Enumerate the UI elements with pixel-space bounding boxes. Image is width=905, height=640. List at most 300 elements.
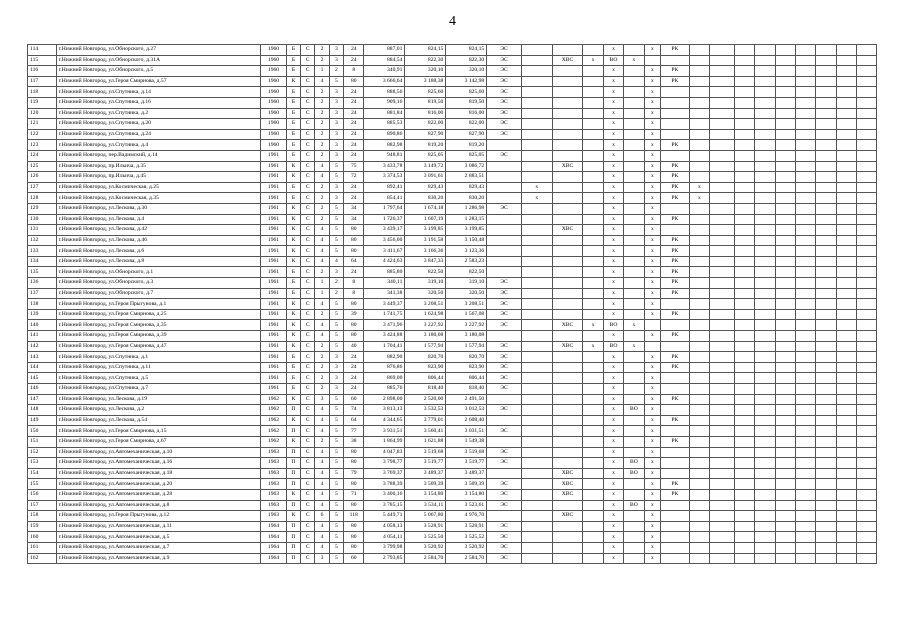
cell-repair: РК bbox=[661, 331, 690, 342]
cell-c2: 3 bbox=[315, 394, 329, 405]
cell-x6 bbox=[689, 108, 709, 119]
table-row bbox=[28, 129, 877, 140]
cell-floors: 3 bbox=[329, 45, 343, 56]
cell-x3: х bbox=[603, 161, 623, 172]
cell-area-living: 3 091,61 bbox=[405, 172, 446, 183]
cell-wall-material: К bbox=[286, 436, 300, 447]
cell-apartments: 8 bbox=[344, 288, 364, 299]
cell-area-total: 3 471,96 bbox=[364, 320, 405, 331]
cell-empty bbox=[836, 553, 856, 564]
cell-empty bbox=[755, 309, 775, 320]
cell-x3: х bbox=[603, 278, 623, 289]
cell-empty bbox=[836, 76, 856, 87]
cell-water bbox=[552, 426, 583, 437]
cell-x2 bbox=[583, 468, 603, 479]
cell-empty bbox=[755, 341, 775, 352]
cell-area-living: 824,15 bbox=[405, 45, 446, 56]
cell-x6 bbox=[689, 447, 709, 458]
cell-c2: 4 bbox=[315, 426, 329, 437]
cell-area-residential: 3 123,36 bbox=[446, 246, 487, 257]
cell-repair: РК bbox=[661, 66, 690, 77]
cell-x1 bbox=[521, 362, 552, 373]
cell-floors: 5 bbox=[329, 447, 343, 458]
cell-x3: х bbox=[603, 214, 623, 225]
cell-row-number: 144 bbox=[28, 362, 57, 373]
cell-empty bbox=[857, 288, 877, 299]
cell-area-total: 885,53 bbox=[364, 119, 405, 130]
cell-x3: х bbox=[603, 87, 623, 98]
cell-repair: РК bbox=[661, 193, 690, 204]
cell-empty bbox=[775, 542, 795, 553]
cell-apartments: 39 bbox=[344, 309, 364, 320]
cell-x1 bbox=[521, 553, 552, 564]
cell-x3: х bbox=[603, 76, 623, 87]
cell-water bbox=[552, 532, 583, 543]
cell-address: г.Нижний Новгород, ул.Героя Смирнова, д.67 bbox=[56, 436, 261, 447]
cell-wall-material: К bbox=[286, 299, 300, 310]
cell-year-built: 1963 bbox=[261, 511, 287, 522]
cell-empty bbox=[816, 225, 836, 236]
cell-x1 bbox=[521, 278, 552, 289]
cell-empty bbox=[816, 436, 836, 447]
cell-year-built: 1964 bbox=[261, 553, 287, 564]
cell-x5: х bbox=[644, 182, 660, 193]
cell-x5: х bbox=[644, 521, 660, 532]
cell-empty bbox=[775, 489, 795, 500]
cell-apartments: 24 bbox=[344, 45, 364, 56]
cell-apartments: 24 bbox=[344, 267, 364, 278]
cell-floors: 5 bbox=[329, 214, 343, 225]
cell-repair bbox=[661, 384, 690, 395]
cell-empty bbox=[836, 214, 856, 225]
cell-empty bbox=[836, 235, 856, 246]
cell-area-residential: 830,20 bbox=[446, 193, 487, 204]
cell-area-total: 892,41 bbox=[364, 182, 405, 193]
cell-x3: х bbox=[603, 331, 623, 342]
cell-address: г.Нижний Новгород, ул.Героя Смирнова, д.35 bbox=[56, 320, 261, 331]
cell-x2 bbox=[583, 182, 603, 193]
cell-x3: х bbox=[603, 362, 623, 373]
cell-floors: 5 bbox=[329, 511, 343, 522]
cell-power bbox=[487, 214, 522, 225]
cell-area-total: 341,38 bbox=[364, 288, 405, 299]
cell-c2: 4 bbox=[315, 172, 329, 183]
cell-repair: РК bbox=[661, 309, 690, 320]
cell-empty bbox=[816, 542, 836, 553]
cell-empty bbox=[857, 87, 877, 98]
cell-apartments: 64 bbox=[344, 415, 364, 426]
cell-empty bbox=[857, 394, 877, 405]
cell-c1: С bbox=[301, 193, 315, 204]
cell-empty bbox=[734, 193, 754, 204]
cell-empty bbox=[836, 246, 856, 257]
table-row bbox=[28, 256, 877, 267]
cell-x3: х bbox=[603, 521, 623, 532]
table-row bbox=[28, 415, 877, 426]
cell-x6 bbox=[689, 161, 709, 172]
cell-c1: С bbox=[301, 436, 315, 447]
cell-power bbox=[487, 415, 522, 426]
cell-floors: 4 bbox=[329, 256, 343, 267]
cell-repair: РК bbox=[661, 45, 690, 56]
cell-area-living: 1 624,98 bbox=[405, 309, 446, 320]
cell-x5: х bbox=[644, 129, 660, 140]
cell-empty bbox=[796, 119, 816, 130]
cell-x4 bbox=[624, 362, 644, 373]
cell-floors: 5 bbox=[329, 500, 343, 511]
cell-water bbox=[552, 256, 583, 267]
cell-empty bbox=[796, 278, 816, 289]
cell-c2: 4 bbox=[315, 299, 329, 310]
cell-empty bbox=[775, 55, 795, 66]
cell-empty bbox=[755, 447, 775, 458]
cell-c1: С bbox=[301, 246, 315, 257]
cell-area-total: 888,56 bbox=[364, 87, 405, 98]
cell-empty bbox=[755, 331, 775, 342]
cell-apartments: 24 bbox=[344, 108, 364, 119]
cell-x2 bbox=[583, 45, 603, 56]
cell-floors: 5 bbox=[329, 309, 343, 320]
cell-empty bbox=[836, 468, 856, 479]
cell-empty bbox=[734, 87, 754, 98]
table-row bbox=[28, 309, 877, 320]
cell-area-residential: 3 154,80 bbox=[446, 489, 487, 500]
cell-water bbox=[552, 331, 583, 342]
cell-area-total: 340,11 bbox=[364, 278, 405, 289]
cell-water bbox=[552, 542, 583, 553]
cell-empty bbox=[775, 511, 795, 522]
cell-c2: 2 bbox=[315, 373, 329, 384]
cell-address: г.Нижний Новгород, ул.Автомеханическая, д.10 bbox=[56, 447, 261, 458]
cell-area-residential: 3 227,92 bbox=[446, 320, 487, 331]
cell-x4 bbox=[624, 129, 644, 140]
cell-wall-material: П bbox=[286, 500, 300, 511]
cell-x1 bbox=[521, 267, 552, 278]
cell-c2: 2 bbox=[315, 362, 329, 373]
cell-empty bbox=[710, 405, 735, 416]
cell-floors: 5 bbox=[329, 479, 343, 490]
cell-empty bbox=[755, 246, 775, 257]
cell-x6 bbox=[689, 511, 709, 522]
cell-x1 bbox=[521, 489, 552, 500]
cell-area-total: 1 704,41 bbox=[364, 341, 405, 352]
cell-address: г.Нижний Новгород, ул.Обнорского, д.27 bbox=[56, 45, 261, 56]
cell-empty bbox=[710, 479, 735, 490]
cell-area-living: 825,60 bbox=[405, 87, 446, 98]
cell-area-total: 3 449,37 bbox=[364, 299, 405, 310]
cell-repair bbox=[661, 405, 690, 416]
cell-empty bbox=[775, 97, 795, 108]
cell-empty bbox=[836, 288, 856, 299]
cell-empty bbox=[816, 384, 836, 395]
cell-empty bbox=[836, 436, 856, 447]
cell-empty bbox=[796, 394, 816, 405]
cell-c1: С bbox=[301, 150, 315, 161]
cell-empty bbox=[857, 405, 877, 416]
cell-empty bbox=[755, 55, 775, 66]
cell-empty bbox=[734, 309, 754, 320]
cell-area-total: 4 047,83 bbox=[364, 447, 405, 458]
table-row bbox=[28, 108, 877, 119]
cell-empty bbox=[755, 172, 775, 183]
cell-area-residential: 3 199,85 bbox=[446, 225, 487, 236]
cell-area-living: 3 560,41 bbox=[405, 426, 446, 437]
cell-area-living: 827,90 bbox=[405, 129, 446, 140]
cell-x6 bbox=[689, 66, 709, 77]
cell-address: г.Нижний Новгород, ул.Спутника, д.4 bbox=[56, 140, 261, 151]
cell-x3: х bbox=[603, 479, 623, 490]
cell-empty bbox=[710, 288, 735, 299]
cell-repair bbox=[661, 55, 690, 66]
cell-wall-material: П bbox=[286, 447, 300, 458]
cell-row-number: 152 bbox=[28, 447, 57, 458]
cell-empty bbox=[734, 203, 754, 214]
cell-area-residential: 2 491,50 bbox=[446, 394, 487, 405]
cell-floors: 3 bbox=[329, 193, 343, 204]
cell-empty bbox=[796, 553, 816, 564]
cell-area-total: 3 439,17 bbox=[364, 225, 405, 236]
cell-area-total: 3 666,64 bbox=[364, 76, 405, 87]
cell-c1: С bbox=[301, 267, 315, 278]
cell-empty bbox=[710, 246, 735, 257]
cell-empty bbox=[710, 150, 735, 161]
cell-area-residential: 2 883,51 bbox=[446, 172, 487, 183]
cell-address: г.Нижний Новгород, ул.Спутника, д.2 bbox=[56, 108, 261, 119]
cell-empty bbox=[710, 172, 735, 183]
cell-year-built: 1963 bbox=[261, 447, 287, 458]
cell-address: г.Нижний Новгород, ул.Обнорского, д.7 bbox=[56, 288, 261, 299]
cell-c2: 2 bbox=[315, 45, 329, 56]
cell-x4 bbox=[624, 489, 644, 500]
cell-area-residential: 320,10 bbox=[446, 66, 487, 77]
cell-empty bbox=[734, 468, 754, 479]
cell-area-residential: 3 520,92 bbox=[446, 542, 487, 553]
cell-apartments: 80 bbox=[344, 532, 364, 543]
cell-repair: РК bbox=[661, 140, 690, 151]
cell-x1: х bbox=[521, 193, 552, 204]
cell-empty bbox=[710, 45, 735, 56]
cell-c2: 1 bbox=[315, 66, 329, 77]
cell-c1: С bbox=[301, 256, 315, 267]
cell-empty bbox=[710, 394, 735, 405]
cell-empty bbox=[710, 373, 735, 384]
cell-address: г.Нижний Новгород, ул.Героя Прыгунова, д.1 bbox=[56, 299, 261, 310]
table-row bbox=[28, 500, 877, 511]
cell-empty bbox=[857, 278, 877, 289]
cell-empty bbox=[710, 542, 735, 553]
cell-x1 bbox=[521, 405, 552, 416]
cell-empty bbox=[836, 447, 856, 458]
cell-empty bbox=[734, 532, 754, 543]
cell-year-built: 1961 bbox=[261, 384, 287, 395]
cell-power: ЭС bbox=[487, 384, 522, 395]
cell-empty bbox=[796, 45, 816, 56]
cell-x4 bbox=[624, 66, 644, 77]
cell-c1: С bbox=[301, 320, 315, 331]
cell-area-living: 3 847,33 bbox=[405, 256, 446, 267]
cell-x1 bbox=[521, 225, 552, 236]
cell-address: г.Нижний Новгород, ул.Лескова, д.19 bbox=[56, 394, 261, 405]
cell-empty bbox=[836, 150, 856, 161]
cell-area-total: 882,90 bbox=[364, 352, 405, 363]
cell-x4 bbox=[624, 394, 644, 405]
cell-wall-material: К bbox=[286, 225, 300, 236]
cell-area-living: 822,30 bbox=[405, 55, 446, 66]
cell-empty bbox=[775, 341, 795, 352]
cell-power: ЭС bbox=[487, 288, 522, 299]
cell-row-number: 123 bbox=[28, 140, 57, 151]
cell-x1 bbox=[521, 161, 552, 172]
cell-empty bbox=[755, 373, 775, 384]
cell-row-number: 119 bbox=[28, 97, 57, 108]
cell-water bbox=[552, 288, 583, 299]
cell-empty bbox=[775, 150, 795, 161]
cell-apartments: 71 bbox=[344, 489, 364, 500]
cell-empty bbox=[836, 129, 856, 140]
cell-water bbox=[552, 553, 583, 564]
cell-empty bbox=[836, 97, 856, 108]
cell-power bbox=[487, 394, 522, 405]
cell-x2 bbox=[583, 447, 603, 458]
cell-year-built: 1964 bbox=[261, 532, 287, 543]
cell-empty bbox=[734, 140, 754, 151]
cell-empty bbox=[734, 214, 754, 225]
cell-area-residential: 816,00 bbox=[446, 108, 487, 119]
cell-address: г.Нижний Новгород, пр.Ильича, д.35 bbox=[56, 161, 261, 172]
cell-empty bbox=[816, 352, 836, 363]
cell-floors: 3 bbox=[329, 362, 343, 373]
cell-water bbox=[552, 373, 583, 384]
cell-x6 bbox=[689, 532, 709, 543]
cell-empty bbox=[857, 55, 877, 66]
cell-empty bbox=[796, 468, 816, 479]
cell-power: ЭС bbox=[487, 447, 522, 458]
cell-area-total: 885,76 bbox=[364, 384, 405, 395]
cell-x4 bbox=[624, 256, 644, 267]
cell-area-living: 1 607,19 bbox=[405, 214, 446, 225]
cell-c1: С bbox=[301, 119, 315, 130]
cell-x3: х bbox=[603, 172, 623, 183]
cell-empty bbox=[796, 225, 816, 236]
cell-empty bbox=[836, 489, 856, 500]
cell-power: ЭС bbox=[487, 150, 522, 161]
cell-wall-material: Б bbox=[286, 384, 300, 395]
cell-power: ЭС bbox=[487, 108, 522, 119]
table-row bbox=[28, 521, 877, 532]
cell-c2: 4 bbox=[315, 415, 329, 426]
cell-empty bbox=[857, 140, 877, 151]
cell-address: г.Нижний Новгород, ул.Лескова, д.30 bbox=[56, 203, 261, 214]
table-row bbox=[28, 511, 877, 522]
cell-repair bbox=[661, 458, 690, 469]
cell-c2: 2 bbox=[315, 129, 329, 140]
cell-x3: х bbox=[603, 489, 623, 500]
table-row bbox=[28, 225, 877, 236]
cell-c1: С bbox=[301, 352, 315, 363]
cell-c1: С bbox=[301, 97, 315, 108]
cell-empty bbox=[710, 66, 735, 77]
cell-floors: 5 bbox=[329, 394, 343, 405]
cell-x3: х bbox=[603, 246, 623, 257]
cell-power: ЭС bbox=[487, 203, 522, 214]
cell-empty bbox=[710, 415, 735, 426]
cell-empty bbox=[796, 320, 816, 331]
cell-x5: х bbox=[644, 331, 660, 342]
cell-empty bbox=[836, 172, 856, 183]
cell-x5: х bbox=[644, 362, 660, 373]
cell-x4 bbox=[624, 182, 644, 193]
cell-apartments: 24 bbox=[344, 150, 364, 161]
cell-x5: х bbox=[644, 108, 660, 119]
cell-area-total: 1 726,37 bbox=[364, 214, 405, 225]
cell-year-built: 1961 bbox=[261, 193, 287, 204]
cell-c1: С bbox=[301, 458, 315, 469]
cell-repair bbox=[661, 97, 690, 108]
cell-x5 bbox=[644, 341, 660, 352]
cell-address: г.Нижний Новгород, ул.Автомеханическая, д.16 bbox=[56, 458, 261, 469]
cell-repair: РК bbox=[661, 489, 690, 500]
cell-area-residential: 825,60 bbox=[446, 87, 487, 98]
cell-empty bbox=[796, 182, 816, 193]
cell-apartments: 34 bbox=[344, 214, 364, 225]
cell-empty bbox=[710, 352, 735, 363]
cell-repair bbox=[661, 447, 690, 458]
cell-power: ЭС bbox=[487, 97, 522, 108]
cell-empty bbox=[796, 140, 816, 151]
cell-floors: 5 bbox=[329, 415, 343, 426]
cell-empty bbox=[755, 362, 775, 373]
cell-empty bbox=[775, 352, 795, 363]
cell-x5 bbox=[644, 320, 660, 331]
cell-row-number: 156 bbox=[28, 489, 57, 500]
cell-c2: 4 bbox=[315, 235, 329, 246]
cell-x2 bbox=[583, 129, 603, 140]
table-row bbox=[28, 193, 877, 204]
cell-empty bbox=[775, 373, 795, 384]
cell-x4 bbox=[624, 542, 644, 553]
cell-row-number: 154 bbox=[28, 468, 57, 479]
cell-x6 bbox=[689, 331, 709, 342]
cell-empty bbox=[796, 309, 816, 320]
cell-x6 bbox=[689, 129, 709, 140]
table-row bbox=[28, 246, 877, 257]
cell-empty bbox=[857, 458, 877, 469]
cell-empty bbox=[836, 405, 856, 416]
cell-empty bbox=[836, 119, 856, 130]
cell-year-built: 1962 bbox=[261, 415, 287, 426]
cell-x6 bbox=[689, 542, 709, 553]
cell-x5: х bbox=[644, 119, 660, 130]
cell-empty bbox=[816, 405, 836, 416]
cell-floors: 5 bbox=[329, 341, 343, 352]
cell-empty bbox=[755, 415, 775, 426]
cell-empty bbox=[816, 500, 836, 511]
cell-empty bbox=[710, 309, 735, 320]
cell-empty bbox=[857, 331, 877, 342]
cell-empty bbox=[755, 235, 775, 246]
cell-x2 bbox=[583, 119, 603, 130]
cell-x6 bbox=[689, 225, 709, 236]
cell-empty bbox=[755, 489, 775, 500]
cell-empty bbox=[734, 288, 754, 299]
cell-empty bbox=[816, 299, 836, 310]
cell-c1: С bbox=[301, 489, 315, 500]
cell-empty bbox=[775, 521, 795, 532]
cell-area-residential: 3 525,52 bbox=[446, 532, 487, 543]
cell-area-total: 909,16 bbox=[364, 97, 405, 108]
cell-repair bbox=[661, 373, 690, 384]
cell-empty bbox=[710, 489, 735, 500]
